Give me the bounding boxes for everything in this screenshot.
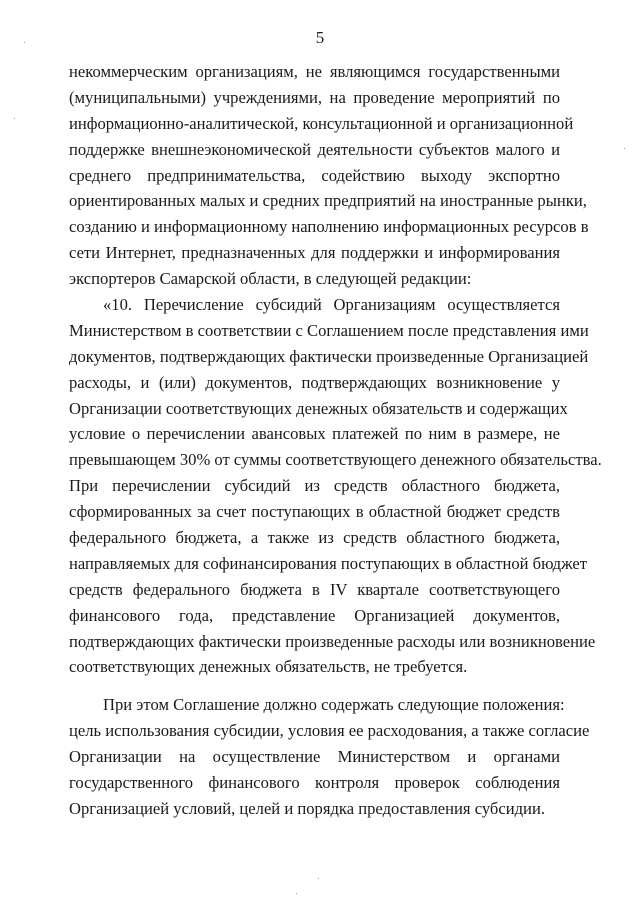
text-line: расходы, и (или) документов, подтверждающих возникновение у bbox=[69, 372, 560, 392]
text-line: Министерством в соответствии с Соглашением после представления ими bbox=[69, 320, 589, 340]
text-line: соответствующих денежных обязательств, не требуется. bbox=[69, 657, 468, 677]
paragraph-1 bbox=[69, 59, 589, 292]
text-line: Организации соответствующих денежных обязательств и содержащих bbox=[69, 398, 568, 418]
text-line: Организацией условий, целей и порядка предоставления субсидии. bbox=[69, 798, 545, 818]
text-line: экспортеров Самарской области, в следующей редакции: bbox=[69, 269, 472, 289]
text-line: При перечислении субсидий из средств областного бюджета, bbox=[69, 476, 560, 496]
text-line: информационно-аналитической, консультационной и организационной bbox=[69, 113, 574, 133]
text-line: (муниципальными) учреждениями, на проведение мероприятий по bbox=[69, 87, 560, 107]
scan-speck bbox=[318, 878, 319, 879]
paragraph-spacer bbox=[69, 680, 560, 692]
text-line: ориентированных малых и средних предприятий на иностранные рынки, bbox=[69, 191, 587, 211]
paragraph-3 bbox=[69, 692, 590, 821]
text-line: сформированных за счет поступающих в областной бюджет средств bbox=[69, 502, 560, 522]
text-line: подтверждающих фактически произведенные расходы или возникновение bbox=[69, 631, 596, 651]
document-body bbox=[69, 59, 602, 822]
scan-speck bbox=[24, 42, 25, 43]
text-line: превышающем 30% от суммы соответствующего денежного обязательства. bbox=[69, 450, 602, 470]
text-line: цель использования субсидии, условия ее расходования, а также согласие bbox=[69, 721, 590, 741]
text-line: поддержке внешнеэкономической деятельности субъектов малого и bbox=[69, 139, 560, 159]
text-line: сети Интернет, предназначенных для поддержки и информирования bbox=[69, 243, 560, 263]
scan-speck bbox=[296, 893, 297, 894]
text-line: некоммерческим организациям, не являющимся государственными bbox=[69, 62, 560, 81]
text-line: среднего предпринимательства, содействию выходу экспортно bbox=[69, 165, 560, 185]
text-line: документов, подтверждающих фактически произведенные Организацией bbox=[69, 346, 589, 366]
text-line: государственного финансового контроля проверок соблюдения bbox=[69, 773, 560, 793]
text-line: «10. Перечисление субсидий Организациям осуществляется bbox=[103, 295, 560, 315]
page-number: 5 bbox=[315, 28, 325, 47]
text-line: средств федерального бюджета в IV квартале соответствующего bbox=[69, 579, 560, 599]
text-line: направляемых для софинансирования поступающих в областной бюджет bbox=[69, 553, 587, 573]
text-line: федерального бюджета, а также из средств областного бюджета, bbox=[69, 528, 560, 548]
scan-speck bbox=[624, 148, 625, 149]
text-line: финансового года, представление Организацией документов, bbox=[69, 605, 560, 625]
text-line: условие о перечислении авансовых платежей по ним в размере, не bbox=[69, 424, 560, 444]
text-line: Организации на осуществление Министерством и органами bbox=[69, 747, 560, 767]
scan-speck bbox=[14, 118, 15, 119]
text-line: созданию и информационному наполнению информационных ресурсов в bbox=[69, 217, 589, 237]
text-line: При этом Соглашение должно содержать следующие положения: bbox=[103, 695, 565, 715]
paragraph-2 bbox=[69, 292, 602, 680]
